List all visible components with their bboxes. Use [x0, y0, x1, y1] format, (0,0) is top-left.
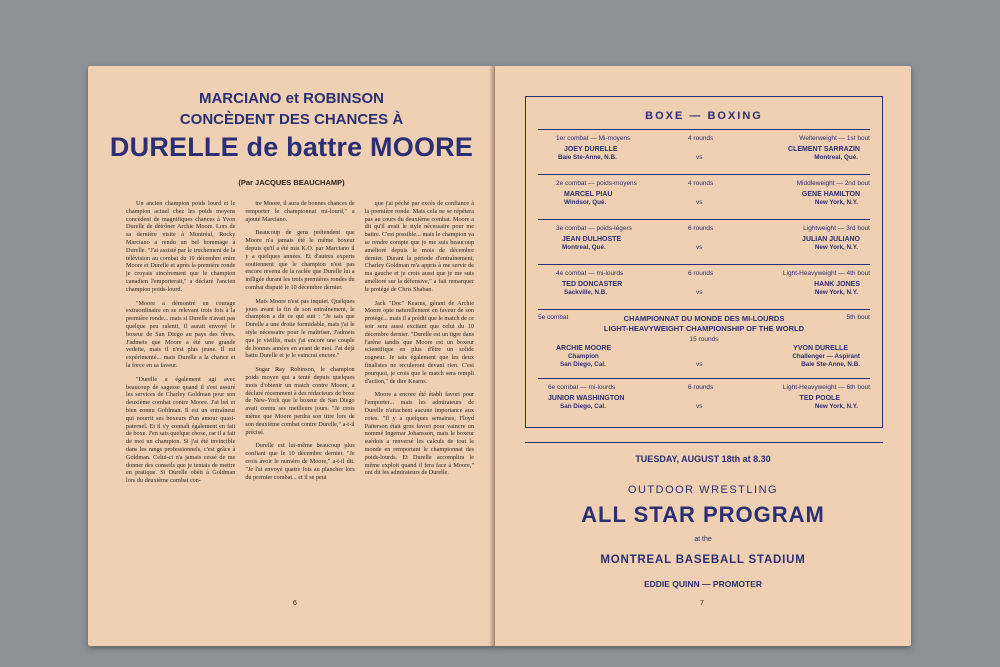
article-paragraph: Moore a encore été établi favori pour l'emporter... mais les admirateurs de Durelle n'attachent aucune importance aux cotes. "Il y a quelques semaines, Floyd Patterson était gros favori pour vaincre un nommé Ingemar Johansson, mais le boxeur suédois a renversé les calculs de tout le monde en remportant le championnat des poids-lourds. Et Durelle accomplira le même exploit quand il fera face à Moore," ont dit les admirateurs de Durelle.: [364, 391, 474, 477]
article-column-3: [365, 200, 474, 610]
divider-rule: [525, 442, 883, 443]
event-at: at the: [694, 536, 712, 543]
headline-line-3: DURELLE de battre MOORE: [109, 132, 474, 162]
article-paragraph: Mais Moore n'est pas inquiet. Quelques jours avant la fin de son entraînement, le champion a dit ce qui suit : "Je sais que Durelle a une droite formidable, mais j'ai le style nécessaire pour le maîtriser. J'admets que je vieillis, mais j'ai encore une couple de bonnes années en avant de moi. J'ai déjà battu Durelle et je le vaincrai encore.": [245, 297, 355, 360]
fighter-right: HANK JONES: [814, 281, 860, 288]
bout-label-en: Light-Heavyweight — 4th bout: [782, 270, 870, 277]
bout-3: [538, 225, 870, 252]
left-page: [88, 66, 495, 646]
bout-rounds: 6 rounds: [688, 270, 714, 277]
fighter-left: JEAN DULHOSTE: [562, 236, 622, 243]
bout-1: [538, 135, 870, 162]
article-paragraph: Jack "Doc" Kearns, gérant de Archie Moore opte naturellement en faveur de son protégé... mais il a prédit que le match de ce soir sera aussi excitant que celui du 10 décembre dernier. "Durelle est un tigre dans l'arène tandis que Moore est un boxeur scientifique en plus d'être un solide cogneur. Je sais également que les deux finalistes ne reculeront devant rien. C'est pourquoi, je crois que le match sera rempli d'action," de dire Kearns.: [364, 299, 474, 385]
article-paragraph: Un ancien champion poids lourd et le champion actuel chez les poids moyens concèdent de magnifiques chances à Yvon Durelle de détrôner Archie Moore. Lors de sa dernière visite à Montréal, Rocky Marciano a rendu un bel hommage à Durelle. "J'ai assisté par le truchement de la télévision au combat du 10 décembre entre Moore et Durelle et après la première ronde je croyais sincèrement que le champion canadien l'emporterait," a déclaré l'ancien champion poids-lourd.: [126, 200, 236, 293]
headline-line-2: CONCÈDENT DES CHANCES À: [179, 111, 404, 128]
champion-name: ARCHIE MOORE: [556, 345, 612, 352]
article-column-2: [245, 200, 354, 610]
bout-label-fr: 5e combat: [538, 314, 569, 321]
vs-label: vs: [696, 244, 703, 251]
divider: [538, 219, 870, 220]
page-number-right: 7: [700, 600, 704, 607]
article-paragraph: "Durelle a également agi avec beaucoup de sagesse quand il s'est assuré les services de Charley Goldman pour son deuxième combat contre Moore. J'ai bel et bien connu Goldman. Il est un entraîneur qui nourrit ses boxeurs d'un amour quasi-paternel. Et il s'y connaît également en fait de boxe. J'en sais quelque chose, car il a fait de moi un champion. Si j'ai été invincible dans les rangs professionnels, c'est grâce à Goldman. Celui-ci n'a jamais cessé de me donner des conseils que je tentais de mettre en pratique. Si Durelle obéit à Goldman lors du deuxième combat con-: [126, 375, 236, 485]
event-venue: MONTREAL BASEBALL STADIUM: [600, 554, 806, 566]
champion-home: San Diego, Cal.: [560, 361, 606, 368]
article-paragraph: que j'ai péché par excès de confiance à la première ronde. Mais cela ne se répétera pas au cours du deuxième combat. Moore a dit qu'il avait le style nécessaire pour me battre. C'est possible... mais le champion va se rendre compte que je me suis beaucoup amélioré depuis le mois de décembre dernier. Durant la période d'entraînement, Charley Goldman m'a appris à me servir de ma gauche et je crois aussi que je me suis amélioré sur la défensive," a fait remarquer le protégé de Chris Shaban.: [364, 200, 474, 293]
article-paragraph: Beaucoup de gens prétendent que Moore n'a jamais été le même boxeur depuis qu'il a été mis K.O. par Marciano il y a quelques années. Et d'autres experts soutiennent que le champion n'est pas encore revenu de la raclée que Durelle lui a infligée durant les trois premières rondes du combat disputé le 10 décembre dernier.: [245, 229, 355, 291]
event-date: TUESDAY, AUGUST 18th at 8.30: [635, 454, 771, 464]
main-event-fighters: [538, 345, 870, 369]
fight-card-title: BOXE — BOXING: [645, 110, 763, 122]
championship-title-en: LIGHT-HEAVYWEIGHT CHAMPIONSHIP OF THE WORLD: [603, 324, 805, 333]
fighter-left-home: Montreal, Qué.: [562, 244, 606, 251]
bout-label-fr: 6e combat — mi-lourds: [548, 384, 616, 391]
bout-label-fr: 3e combat — poids-légers: [556, 225, 632, 232]
bout-4: [538, 270, 870, 297]
bout-2: [538, 180, 870, 207]
divider: [538, 264, 870, 265]
vs-label: vs: [696, 403, 703, 410]
fighter-right: JULIAN JULIANO: [802, 236, 860, 243]
bout-rounds: 4 rounds: [688, 180, 714, 187]
event-line-1: OUTDOOR WRESTLING: [627, 484, 779, 496]
bout-label-fr: 4e combat — mi-lourds: [556, 270, 624, 277]
fighter-right-home: New York, N.Y.: [814, 289, 858, 296]
bout-label-en: Light-Heavyweight — 6th bout: [782, 384, 870, 391]
article-columns: [126, 200, 474, 610]
fighter-right-home: New York, N.Y.: [814, 403, 858, 410]
page-number-left: 6: [293, 600, 297, 607]
divider: [538, 378, 870, 379]
divider: [538, 174, 870, 175]
bout-label-en: Middleweight — 2nd bout: [796, 180, 870, 187]
fighter-left: MARCEL PIAU: [564, 191, 613, 198]
divider: [538, 129, 870, 130]
fighter-left-home: Sackville, N.B.: [564, 289, 608, 296]
event-promoter: EDDIE QUINN — PROMOTER: [643, 579, 763, 589]
bout-label-en: Welterweight — 1st bout: [799, 135, 870, 142]
fighter-right: CLEMENT SARRAZIN: [788, 146, 860, 153]
champion-role: Champion: [568, 353, 599, 360]
fighter-left: TED DONCASTER: [562, 281, 623, 288]
bout-rounds: 6 rounds: [688, 384, 714, 391]
fighter-left: JOEY DURELLE: [564, 146, 618, 153]
challenger-home: Baie Ste-Anne, N.B.: [801, 361, 860, 368]
headline-line-1: MARCIANO et ROBINSON: [198, 90, 384, 107]
bout-label-en: Lightweight — 3rd bout: [803, 225, 870, 232]
fighter-right-home: New York, N.Y.: [814, 199, 858, 206]
fighter-right-home: New York, N.Y.: [814, 244, 858, 251]
article-column-1: [126, 200, 235, 610]
main-event-rounds: 15 rounds: [689, 336, 719, 343]
article-paragraph: Durelle est lui-même beaucoup plus confiant que le 10 décembre dernier. "Je crois avoir le numéro de Moore," a-t-il dit. "Je l'ai envoyé quatre fois au plancher lors du premier combat... et il se peut: [245, 442, 355, 481]
championship-title-fr: CHAMPIONNAT DU MONDE DES MI-LOURDS: [623, 314, 785, 323]
fighter-right: TED POOLE: [799, 395, 840, 402]
article-paragraph: tre Moore, il aura de bonnes chances de remporter le championnat mi-lourd," a ajouté Marciano.: [245, 200, 355, 223]
bout-rounds: 6 rounds: [688, 225, 714, 232]
article-paragraph: Sugar Ray Robinson, le champion poids moyen qui a tenté depuis quelques mois d'obtenir un match contre Moore, a déclaré récemment à des rédacteurs de boxe de New-York que le boxeur de San Diego avait connu ses meilleurs jours. "Je crois même que Moore perdra son titre lors de son deuxième combat contre Durelle," a-t-il précisé.: [245, 366, 355, 436]
byline: (Par JACQUES BEAUCHAMP): [238, 178, 345, 187]
bout-6: [538, 384, 870, 411]
divider: [538, 309, 870, 310]
vs-label: vs: [696, 289, 703, 296]
bout-rounds: 4 rounds: [688, 135, 714, 142]
vs-label: vs: [696, 361, 703, 368]
right-page: [495, 66, 911, 646]
bout-label-fr: 2e combat — poids-moyens: [556, 180, 637, 187]
article-paragraph: "Moore a démontré un courage extraordinaire en se relevant trois fois à la première ronde... mais si Durelle n'avait pas quelque peu ralenti, il aurait envoyé le boxeur de San Diego au pays des rêves. J'admets que Moore a été une grande vedette, mais il n'est plus jeune. Il est expérimenté... mais Durelle a la chance et la force en sa faveur.: [126, 299, 236, 369]
challenger-role: Challenger — Aspirant: [792, 353, 860, 360]
event-line-2: ALL STAR PROGRAM: [581, 502, 825, 527]
fighter-left-home: San Diego, Cal.: [560, 403, 606, 410]
fighter-right: GENE HAMILTON: [801, 191, 860, 198]
fight-card-frame: [525, 96, 883, 428]
vs-label: vs: [696, 199, 703, 206]
fighter-left-home: Windsor, Qué.: [564, 199, 607, 206]
bout-label-fr: 1er combat — Mi-moyens: [556, 135, 631, 142]
fighter-right-home: Montreal, Qué.: [814, 154, 858, 161]
vs-label: vs: [696, 154, 703, 161]
fighter-left: JUNIOR WASHINGTON: [548, 395, 625, 402]
bout-label-en: 5th bout: [846, 314, 870, 321]
challenger-name: YVON DURELLE: [793, 345, 848, 352]
fighter-left-home: Baie Ste-Anne, N.B.: [558, 154, 617, 161]
